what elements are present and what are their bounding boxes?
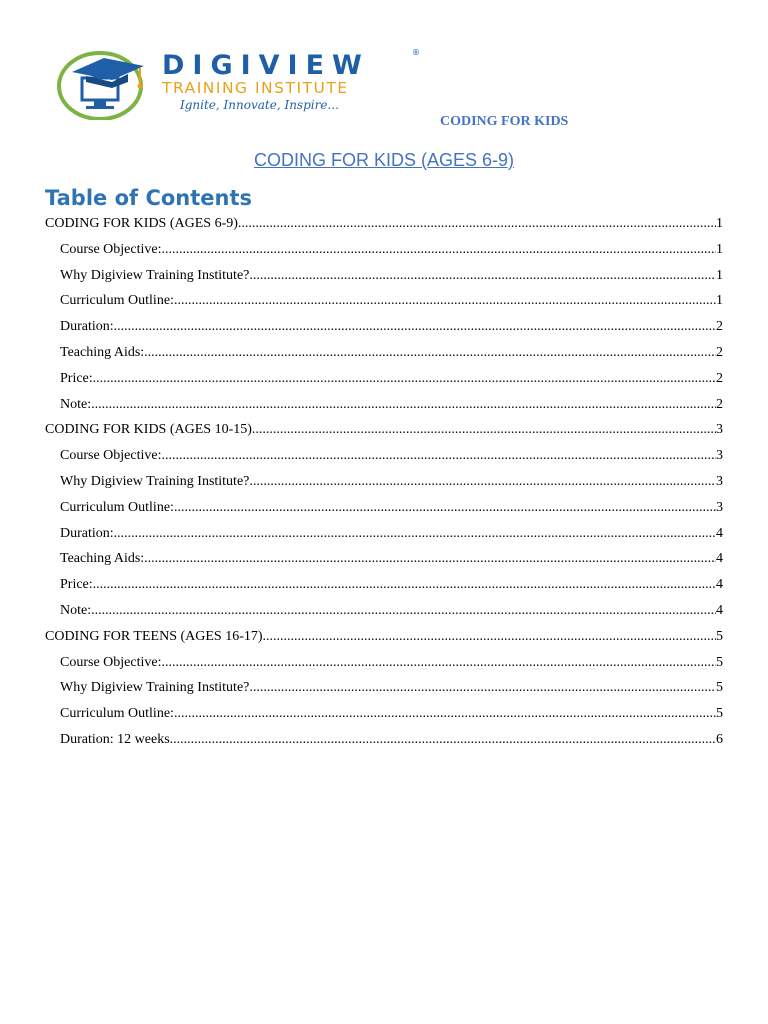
- toc-page-number: 1: [716, 216, 723, 231]
- toc-entry[interactable]: [60, 730, 723, 750]
- toc-dot-leader: [252, 420, 716, 440]
- toc-dot-leader: [161, 446, 716, 466]
- logo-wordmark: DIGIVIEW: [162, 50, 370, 81]
- toc-entry[interactable]: [60, 240, 723, 260]
- document-title[interactable]: CODING FOR KIDS (AGES 6-9): [253, 150, 515, 170]
- toc-entry[interactable]: [45, 214, 723, 234]
- logo: [56, 44, 428, 124]
- toc-page-number: 1: [716, 267, 723, 283]
- toc-entry-label: Teaching Aids:: [60, 551, 145, 567]
- toc-entry[interactable]: [60, 446, 723, 466]
- toc-entry[interactable]: [60, 653, 723, 673]
- toc-page-number: 2: [716, 370, 723, 386]
- toc-entry[interactable]: [60, 678, 723, 698]
- toc-entry-label: Note:: [60, 603, 92, 618]
- toc-heading: Table of Contents: [45, 186, 253, 210]
- toc-dot-leader: [174, 498, 716, 518]
- toc-page-number: 4: [716, 577, 723, 593]
- toc-page-number: 6: [716, 732, 723, 747]
- toc-entry-label: Note:: [60, 396, 92, 412]
- toc-entry[interactable]: [45, 420, 723, 440]
- toc-entry[interactable]: [60, 498, 723, 518]
- toc-entry[interactable]: [60, 369, 723, 389]
- toc-dot-leader: [93, 575, 716, 595]
- toc-dot-leader: [249, 266, 716, 286]
- toc-dot-leader: [238, 214, 716, 234]
- toc-page-number: 4: [716, 551, 723, 567]
- toc-entry[interactable]: [60, 704, 723, 724]
- toc-page-number: 3: [716, 474, 723, 489]
- toc-entry-label: Teaching Aids:: [60, 345, 145, 360]
- toc-page-number: 5: [716, 680, 723, 696]
- toc-entry-label: Why Digiview Training Institute?: [60, 680, 250, 696]
- toc-entry[interactable]: [60, 472, 723, 492]
- toc-page-number: 2: [716, 396, 723, 412]
- toc-dot-leader: [249, 472, 716, 492]
- toc-entry-label: CODING FOR TEENS (AGES 16-17): [45, 628, 263, 644]
- toc-page-number: 5: [716, 654, 723, 670]
- toc-dot-leader: [174, 291, 716, 311]
- toc-page-number: 1: [716, 241, 723, 257]
- toc-entry-label: CODING FOR KIDS (AGES 6-9): [45, 216, 238, 231]
- toc-entry-label: Course Objective:: [60, 448, 162, 464]
- header-title: CODING FOR KIDS: [440, 114, 569, 129]
- toc-page-number: 5: [716, 706, 723, 722]
- toc-dot-leader: [170, 730, 716, 750]
- toc-dot-leader: [249, 678, 716, 698]
- toc-dot-leader: [91, 395, 716, 415]
- toc-dot-leader: [144, 343, 716, 363]
- toc-entry-label: Duration:: [60, 525, 114, 541]
- toc-dot-leader: [114, 524, 716, 544]
- toc-page-number: 4: [716, 525, 723, 541]
- toc-entry-label: Curriculum Outline:: [60, 499, 174, 515]
- toc-dot-leader: [144, 549, 716, 569]
- toc-entry[interactable]: [60, 317, 723, 337]
- toc-page-number: 2: [716, 319, 723, 335]
- toc-entry[interactable]: [60, 524, 723, 544]
- toc-entry-label: Why Digiview Training Institute?: [60, 267, 250, 283]
- toc-entry[interactable]: [60, 549, 723, 569]
- monitor-graduation-cap-icon: [56, 48, 152, 120]
- toc-page-number: 1: [716, 293, 723, 309]
- toc-entry-label: Price:: [60, 577, 93, 593]
- toc-entry-label: Course Objective:: [60, 654, 162, 670]
- toc-entry-label: Curriculum Outline:: [60, 293, 174, 309]
- toc-page-number: 4: [716, 603, 723, 618]
- toc-page-number: 3: [716, 422, 723, 438]
- toc-page-number: 3: [716, 448, 723, 464]
- toc-dot-leader: [174, 704, 716, 724]
- toc-dot-leader: [263, 627, 716, 647]
- toc-entry[interactable]: [45, 627, 723, 647]
- toc-entry-label: Why Digiview Training Institute?: [60, 474, 250, 489]
- toc-entry-label: Price:: [60, 370, 93, 386]
- toc-entry-label: CODING FOR KIDS (AGES 10-15): [45, 422, 252, 438]
- toc-dot-leader: [161, 240, 716, 260]
- toc-dot-leader: [114, 317, 716, 337]
- toc-entry[interactable]: [60, 343, 723, 363]
- toc-entry-label: Curriculum Outline:: [60, 706, 174, 722]
- logo-tagline: Ignite, Innovate, Inspire...: [180, 98, 339, 112]
- toc-entry[interactable]: [60, 395, 723, 415]
- toc-page-number: 3: [716, 499, 723, 515]
- toc-dot-leader: [93, 369, 716, 389]
- toc-entry-label: Duration:: [60, 319, 114, 335]
- toc-entry[interactable]: [60, 266, 723, 286]
- logo-subtitle: TRAINING INSTITUTE: [162, 79, 349, 97]
- toc-entry[interactable]: [60, 575, 723, 595]
- toc-dot-leader: [91, 601, 716, 621]
- toc-entry[interactable]: [60, 291, 723, 311]
- toc-page-number: 5: [716, 628, 723, 644]
- registered-mark: ®: [412, 48, 420, 57]
- toc-dot-leader: [161, 653, 716, 673]
- toc-entry-label: Course Objective:: [60, 241, 162, 257]
- toc-entry[interactable]: [60, 601, 723, 621]
- toc-page-number: 2: [716, 345, 723, 360]
- toc-entry-label: Duration: 12 weeks: [60, 732, 170, 747]
